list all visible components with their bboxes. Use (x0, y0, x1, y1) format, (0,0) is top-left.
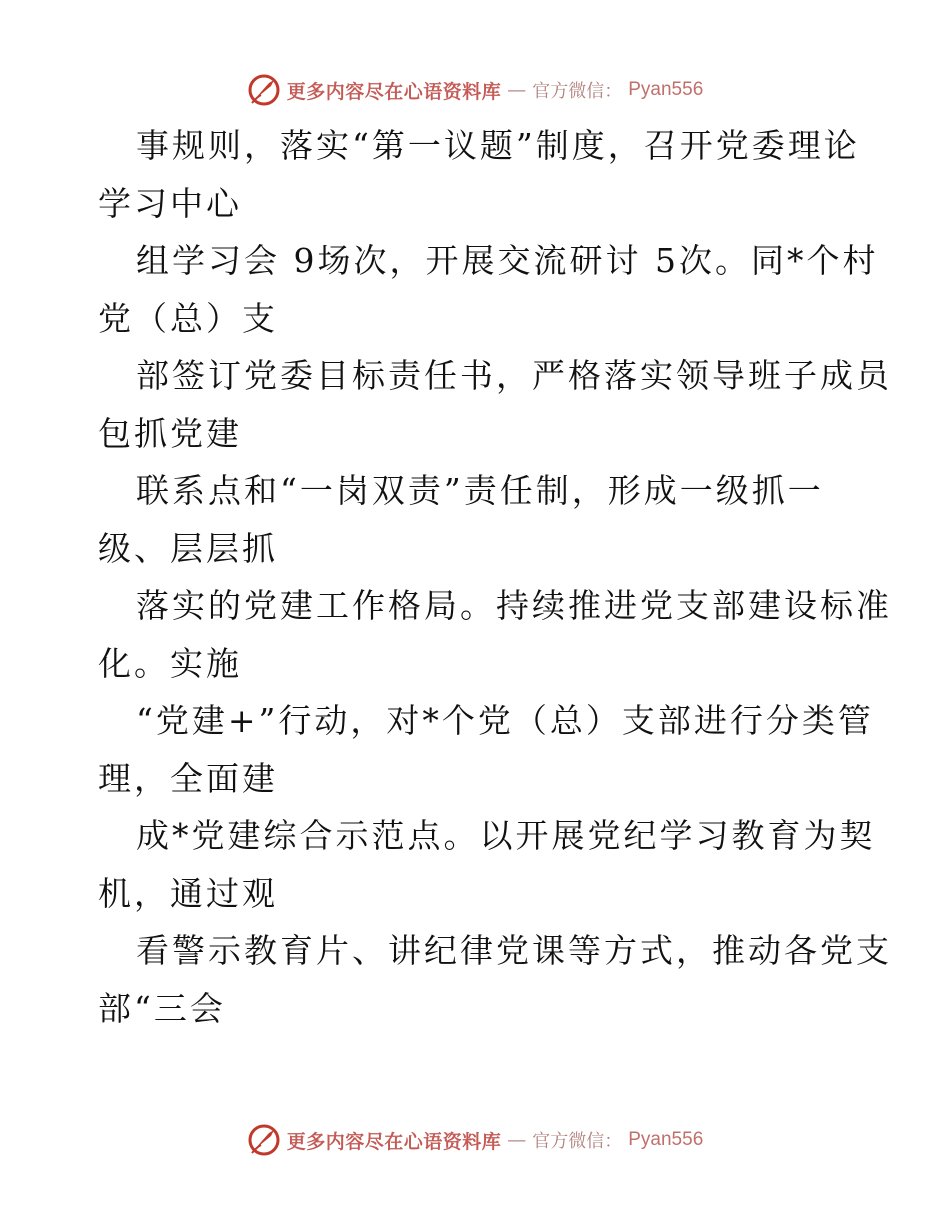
body-line: 部签订党委目标责任书，严格落实领导班子成员 (136, 356, 892, 395)
body-line: 事规则，落实“第一议题”制度，召开党委理论 (136, 126, 860, 165)
body-line: 党（总）支 (98, 298, 278, 338)
header-watermark (0, 70, 950, 110)
quill-logo-icon (247, 73, 281, 107)
quill-logo-icon (247, 1123, 281, 1157)
body-line: 部“三会 (98, 988, 226, 1028)
watermark-dash: — (507, 1129, 527, 1151)
watermark-contact-label: 官方微信： (532, 1131, 623, 1152)
body-line: 机，通过观 (98, 873, 278, 913)
body-line: 成*党建综合示范点。以开展党纪学习教育为契 (136, 816, 876, 855)
body-line: 联系点和“一岗双责”责任制，形成一级抓一 (136, 471, 824, 510)
watermark-wechat-id: Pyan556 (628, 1129, 704, 1150)
watermark-text: 更多内容尽在心语资料库 (286, 1130, 502, 1153)
body-line: “党建+”行动，对*个党（总）支部进行分类管 (136, 701, 874, 740)
document-body (98, 117, 892, 1037)
body-line: 学习中心 (98, 183, 242, 223)
watermark-dash: — (507, 79, 527, 101)
body-line: 落实的党建工作格局。持续推进党支部建设标准 (136, 586, 892, 625)
watermark-text: 更多内容尽在心语资料库 (286, 80, 502, 103)
body-line: 理，全面建 (98, 758, 278, 798)
watermark-contact-label: 官方微信： (532, 81, 623, 102)
body-line: 看警示教育片、讲纪律党课等方式，推动各党支 (136, 931, 892, 970)
body-line: 组学习会 9场次，开展交流研讨 5次。同*个村 (136, 241, 879, 280)
footer-watermark (0, 1120, 950, 1160)
body-line: 级、层层抓 (98, 528, 278, 568)
body-line: 包抓党建 (98, 413, 242, 453)
body-line: 化。实施 (98, 643, 242, 683)
watermark-wechat-id: Pyan556 (628, 79, 704, 100)
